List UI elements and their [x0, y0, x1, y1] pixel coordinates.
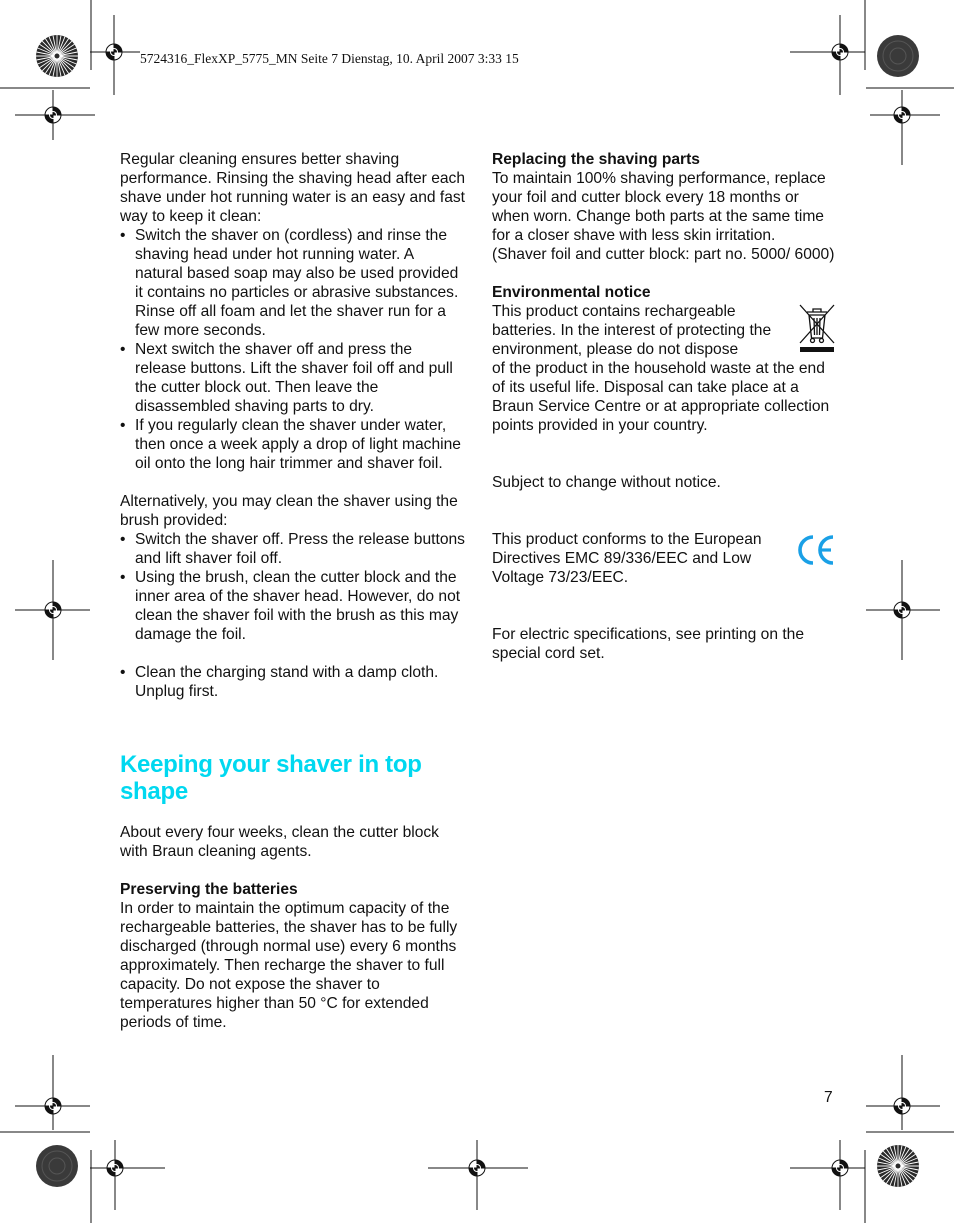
environmental-text: This product contains rechargeable batteries. In the interest of protecting the environment, please do not dispose — [492, 303, 772, 358]
replacing-heading: Replacing the shaving parts — [492, 151, 700, 168]
cleaning-intro: Regular cleaning ensures better shaving performance. Rinsing the shaving head after each shave under hot running water is an easy and fast way to keep it clean: — [120, 151, 466, 225]
environmental-heading: Environmental notice — [492, 284, 651, 301]
environmental-text-rest: of the product in the household waste at the end of its useful life. Disposal can take place at a Braun Service Centre or at appropriate collection points provided in your country. — [492, 360, 830, 434]
list-item: • Next switch the shaver off and press the release buttons. Lift the shaver foil off and pull the cutter block out. Then leave the disassembled shaving parts to dry. — [120, 340, 465, 416]
subject-notice: Subject to change without notice. — [492, 474, 721, 491]
brush-intro: Alternatively, you may clean the shaver using the brush provided: — [120, 493, 458, 529]
electric-specifications: For electric specifications, see printing on the special cord set. — [492, 626, 805, 662]
section-title: Keeping your shaver in top shape — [120, 751, 422, 805]
list-item: • Switch the shaver off. Press the release buttons and lift shaver foil off. — [120, 530, 465, 568]
batteries-heading: Preserving the batteries — [120, 881, 298, 898]
list-item: • If you regularly clean the shaver under water, then once a week apply a drop of light machine oil onto the long hair trimmer and shaver foil. — [120, 416, 465, 473]
list-item: • Switch the shaver on (cordless) and rinse the shaving head under hot running water. A natural based soap may also be used provided it contains no particles or abrasive substances. Rinse off all foam and let the shaver run for a few more seconds. — [120, 226, 465, 340]
batteries-text: In order to maintain the optimum capacity of the rechargeable batteries, the shaver has to be fully discharged (through normal use) every 6 months approximately. Then recharge the shaver to full capacity. Do not expose the shaver to temperatures higher than 50 °C for extended periods of time. — [120, 900, 458, 1031]
list-item: • Clean the charging stand with a damp cloth. Unplug first. — [120, 663, 465, 701]
section-text: About every four weeks, clean the cutter block with Braun cleaning agents. — [120, 824, 439, 860]
replacing-part-number: (Shaver foil and cutter block: part no. 5000/ 6000) — [492, 246, 835, 263]
replacing-text: To maintain 100% shaving performance, replace your foil and cutter block every 18 months or when worn. Change both parts at the same time for a closer shave with less skin irritation. — [492, 170, 826, 244]
page-number: 7 — [824, 1089, 833, 1106]
print-slug: 5724316_FlexXP_5775_MN Seite 7 Dienstag, 10. April 2007 3:33 15 — [140, 51, 519, 66]
list-item: • Using the brush, clean the cutter block and the inner area of the shaver head. However, do not clean the shaver foil with the brush as this may damage the foil. — [120, 568, 465, 644]
ce-text: This product conforms to the European Directives EMC 89/336/EEC and Low Voltage 73/23/EEC. — [492, 531, 762, 586]
